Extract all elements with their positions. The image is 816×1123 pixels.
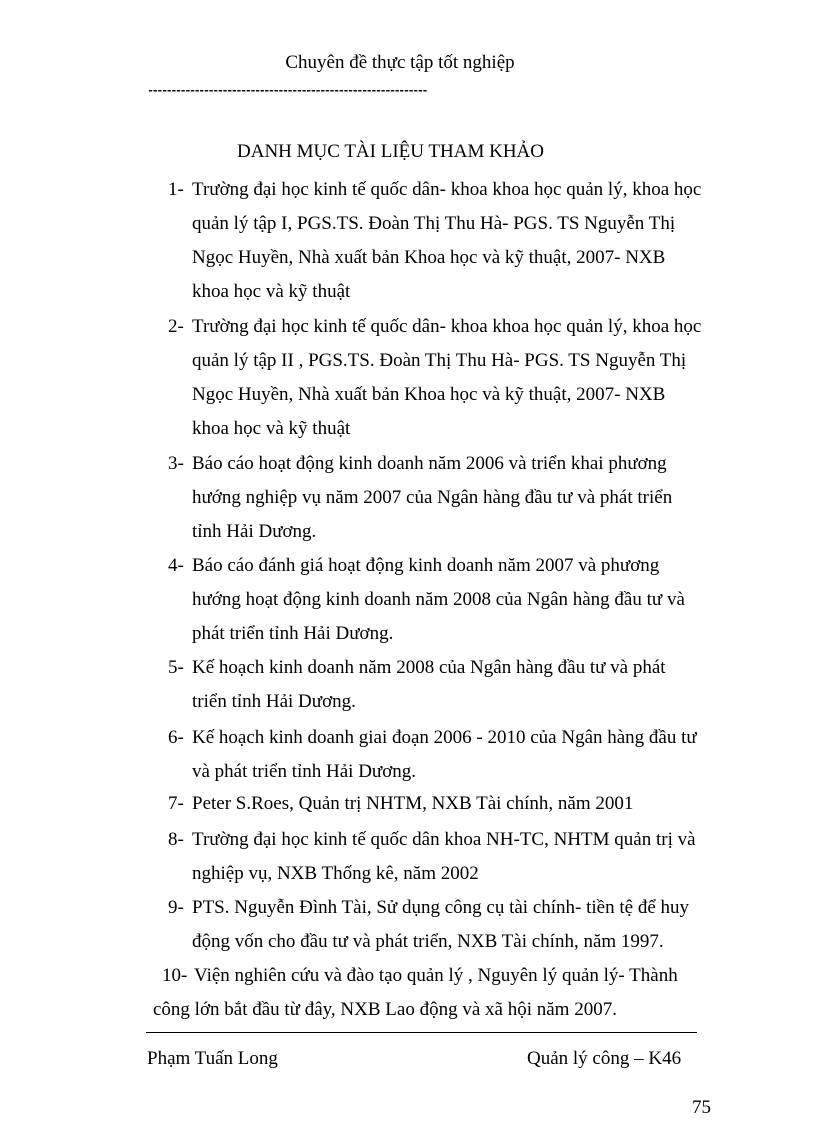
reference-line: Ngọc Huyền, Nhà xuất bản Khoa học và kỹ thuật, 2007- NXB xyxy=(192,247,666,268)
footer-class: Quản lý công – K46 xyxy=(527,1048,682,1069)
section-title: DANH MỤC TÀI LIỆU THAM KHẢO xyxy=(237,141,544,162)
reference-number: 10- xyxy=(162,965,188,986)
reference-line: Trường đại học kinh tế quốc dân- khoa khoa học quản lý, khoa học xyxy=(192,316,702,337)
reference-number: 4- xyxy=(168,555,184,576)
reference-line: Viện nghiên cứu và đào tạo quản lý , Nguyên lý quản lý- Thành xyxy=(194,965,678,986)
reference-line: quản lý tập II , PGS.TS. Đoàn Thị Thu Hà- PGS. TS Nguyễn Thị xyxy=(192,350,687,371)
reference-line: nghiệp vụ, NXB Thống kê, năm 2002 xyxy=(192,863,479,884)
footer-rule xyxy=(146,1032,697,1033)
reference-number: 8- xyxy=(168,829,184,850)
reference-line: hướng nghiệp vụ năm 2007 của Ngân hàng đầu tư và phát triển xyxy=(192,487,673,508)
reference-line: Kế hoạch kinh doanh năm 2008 của Ngân hàng đầu tư và phát xyxy=(192,657,666,678)
reference-number: 3- xyxy=(168,453,184,474)
reference-number: 9- xyxy=(168,897,184,918)
reference-line: Trường đại học kinh tế quốc dân khoa NH-TC, NHTM quản trị và xyxy=(192,829,696,850)
reference-number: 2- xyxy=(168,316,184,337)
reference-line: tỉnh Hải Dương. xyxy=(192,521,317,542)
page-number: 75 xyxy=(692,1097,711,1118)
reference-line: hướng hoạt động kinh doanh năm 2008 của Ngân hàng đầu tư và xyxy=(192,589,685,610)
reference-line: Peter S.Roes, Quản trị NHTM, NXB Tài chính, năm 2001 xyxy=(192,793,634,814)
reference-line: Trường đại học kinh tế quốc dân- khoa khoa học quản lý, khoa học xyxy=(192,179,702,200)
reference-line: khoa học và kỹ thuật xyxy=(192,418,351,439)
reference-line: quản lý tập I, PGS.TS. Đoàn Thị Thu Hà- PGS. TS Nguyễn Thị xyxy=(192,213,676,234)
reference-number: 1- xyxy=(168,179,184,200)
reference-line: khoa học và kỹ thuật xyxy=(192,281,351,302)
footer-author: Phạm Tuấn Long xyxy=(147,1048,278,1069)
reference-line: công lớn bắt đầu từ đây, NXB Lao động và xã hội năm 2007. xyxy=(153,999,617,1020)
reference-line: Ngọc Huyền, Nhà xuất bản Khoa học và kỹ thuật, 2007- NXB xyxy=(192,384,666,405)
header-dashed-rule: ------------------------------------------------------------ xyxy=(147,84,427,98)
reference-line: phát triển tỉnh Hải Dương. xyxy=(192,623,394,644)
reference-line: và phát triển tỉnh Hải Dương. xyxy=(192,761,417,782)
header-title: Chuyên đề thực tập tốt nghiệp xyxy=(285,52,515,73)
reference-line: Báo cáo đánh giá hoạt động kinh doanh năm 2007 và phương xyxy=(192,555,660,576)
reference-line: Kế hoạch kinh doanh giai đoạn 2006 - 2010 của Ngân hàng đầu tư xyxy=(192,727,697,748)
reference-line: Báo cáo hoạt động kinh doanh năm 2006 và triển khai phương xyxy=(192,453,667,474)
reference-number: 7- xyxy=(168,793,184,814)
reference-line: triển tỉnh Hải Dương. xyxy=(192,691,356,712)
reference-number: 5- xyxy=(168,657,184,678)
reference-line: PTS. Nguyễn Đình Tài, Sử dụng công cụ tài chính- tiền tệ để huy xyxy=(192,897,690,918)
reference-number: 6- xyxy=(168,727,184,748)
reference-line: động vốn cho đầu tư và phát triển, NXB Tài chính, năm 1997. xyxy=(192,931,664,952)
